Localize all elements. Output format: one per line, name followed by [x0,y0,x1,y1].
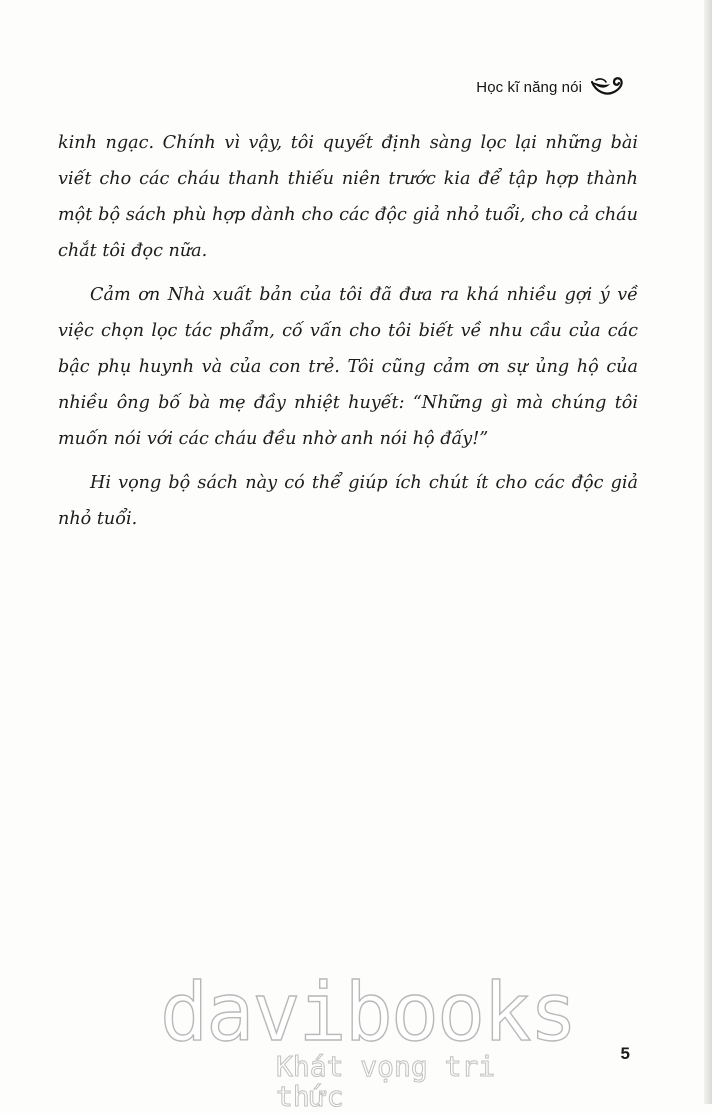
leaf-swirl-icon [590,76,624,98]
page-edge-shadow [704,0,712,1104]
watermark-brand: davibooks [160,966,576,1059]
watermark-tagline: Khát vọng tri thức [276,1050,496,1113]
paragraph-2: Cảm ơn Nhà xuất bản của tôi đã đưa ra khá nhiều gợi ý về việc chọn lọc tác phẩm, cố vấn cho tôi biết về nhu cầu của các bậc phụ huynh và của con trẻ. Tôi cũng cảm ơn sự ủng hộ của nhiều ông bố bà mẹ đầy nhiệt huyết: “Những gì mà chúng tôi muốn nói với các cháu đều nhờ anh nói hộ đấy!” [58,285,638,449]
paragraph-3: Hi vọng bộ sách này có thể giúp ích chút ít cho các độc giả nhỏ tuổi. [58,473,638,529]
header-title: Học kĩ năng nói [476,78,582,96]
running-header [476,76,624,98]
watermark [158,966,576,1113]
leaf-swirl-svg [590,76,624,98]
page-number: 5 [620,1044,630,1063]
paragraph-1: kinh ngạc. Chính vì vậy, tôi quyết định sàng lọc lại những bài viết cho các cháu thanh thiếu niên trước kia để tập hợp thành một bộ sách phù hợp dành cho các độc giả nhỏ tuổi, cho cả cháu chắt tôi đọc nữa. [58,133,638,261]
body-text [58,125,638,545]
